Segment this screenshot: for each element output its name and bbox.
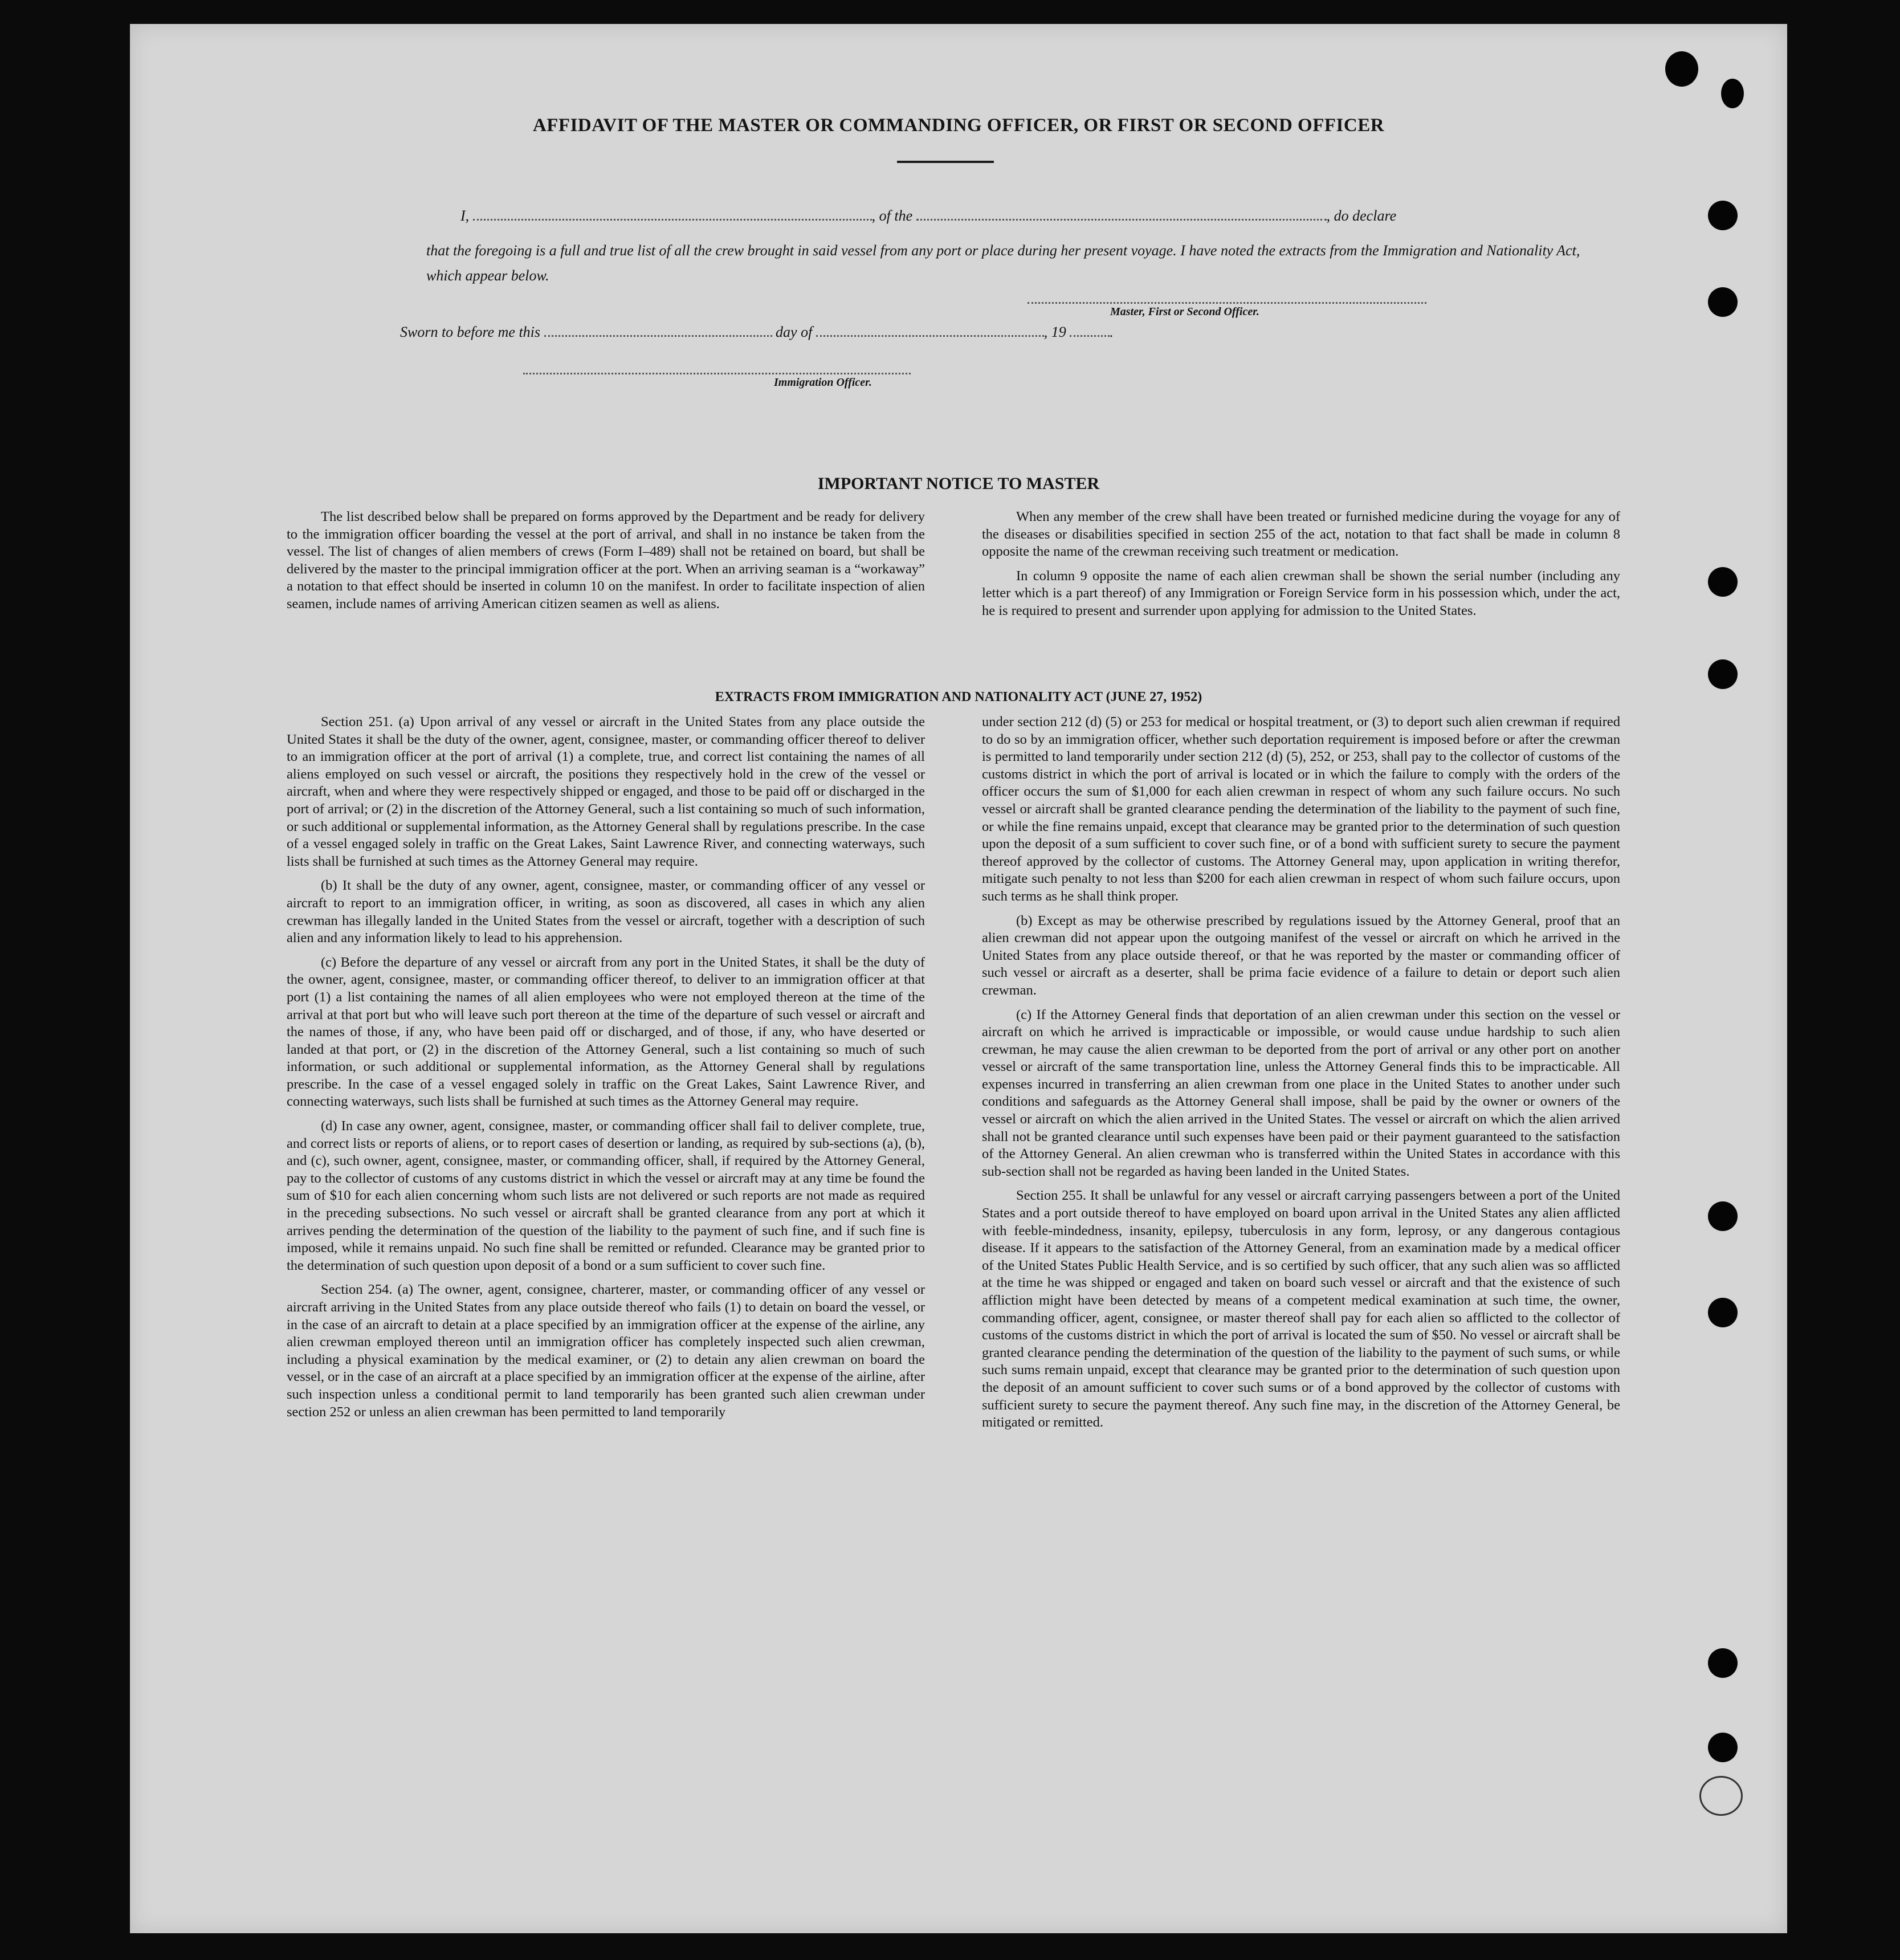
- sworn-year-label: , 19: [1043, 324, 1066, 340]
- section-251-c: (c) Before the departure of any vessel or aircraft from any port in the United States, it shall be the duty of the owner, agent, consignee, master, or commanding officer thereof, to deliver to an immigration officer at that port (1) a list containing the names of all alien employees who were not employed thereon at the time of the arrival at that port but who will leave such port thereon at the time of the departure of such vessel or aircraft and the names of those, if any, who have been paid off or discharged, and of those, if any, who have deserted or landed at that port, or (2) in the discretion of the Attorney General, such a list containing so much of such information, or such additional or supplemental information, as the Attorney General shall by regulations prescribe. In the case of a vessel engaged solely in traffic on the Great Lakes, Saint Lawrence River, and connecting waterways, such lists shall be furnished at such times as the Attorney General may require.: [287, 954, 925, 1110]
- declaration-do-declare: , do declare: [1326, 207, 1397, 224]
- scribble-mark: [1699, 1776, 1743, 1816]
- section-254-b: (b) Except as may be otherwise prescribed by regulations issued by the Attorney General, proof that an alien crewman did not appear upon the outgoing manifest of the vessel or aircraft on which he arrived in the United States from any place outside thereof, or that he was reported by the master or commanding officer of such vessel or aircraft as a deserter, shall be prima facie evidence of a failure to detain or deport such alien crewman.: [982, 912, 1620, 998]
- punch-hole: [1708, 201, 1738, 230]
- declaration-line: [460, 207, 1396, 225]
- notice-right-column: [982, 508, 1620, 627]
- punch-hole: [1708, 567, 1738, 597]
- extracts-title: EXTRACTS FROM IMMIGRATION AND NATIONALITY ACT (JUNE 27, 1952): [715, 690, 1202, 704]
- document-page: [130, 24, 1787, 1933]
- section-254-a-continued: under section 212 (d) (5) or 253 for medical or hospital treatment, or (3) to deport such alien crewman if required to do so by an immigration officer, whether such deportation requirement is imposed before or after the crewman is permitted to land temporarily under section 212 (d) (5), 252, or 253, shall pay to the collector of customs of the customs district in which the port of arrival is located or in which the failure to comply with the orders of the officer occurs the sum of $1,000 for each alien crewman in respect of whom any such failure occurs. No such vessel or aircraft shall be granted clearance pending the determination of the liability to the payment of such fine, or while the fine remains unpaid, except that clearance may be granted prior to the determination of such question upon the deposit of a sum sufficient to cover such fine, or of a bond with sufficient surety to secure the payment thereof approved by the collector of customs. The Attorney General may, upon application in writing therefor, mitigate such penalty to not less than $200 for each alien crewman in respect of whom such failure occurs, upon such terms as he shall think proper.: [982, 714, 1620, 904]
- section-251-b: (b) It shall be the duty of any owner, agent, consignee, master, or commanding officer of any vessel or aircraft to report to an immigration officer, in writing, as soon as discovered, all cases in which any alien crewman has illegally landed in the United States from the vessel or aircraft, together with a description of such alien and any information likely to lead to his apprehension.: [287, 878, 925, 946]
- officer-caption: Immigration Officer.: [774, 376, 872, 389]
- sworn-prefix: Sworn to before me this: [400, 324, 541, 340]
- sworn-month-field[interactable]: [816, 335, 1044, 337]
- punch-hole: [1708, 1733, 1738, 1762]
- section-254-c: (c) If the Attorney General finds that deportation of an alien crewman under this section on the vessel or aircraft on which he arrived is impracticable or impossible, or would cause undue hardship to such alien crewman, he may cause the alien crewman to be deported from the port of arrival or any other port on another vessel or aircraft of the same transportation line, unless the Attorney General finds this to be impracticable. All expenses incurred in transferring an alien crewman from one place in the United States to another under such conditions and safeguards as the Attorney General shall impose, shall be paid by the owner or owners of the vessel or aircraft on which the alien arrived in the United States. The vessel or aircraft on which the alien arrived shall not be granted clearance until such expenses have been paid or their payment guaranteed to the satisfaction of the Attorney General. An alien crewman who is transferred within the United States in accordance with this sub-section shall not be regarded as having been landed in the United States.: [982, 1007, 1620, 1179]
- sworn-line: [400, 324, 1114, 341]
- declaration-i: I,: [460, 207, 470, 224]
- section-254-a: Section 254. (a) The owner, agent, consignee, charterer, master, or commanding officer of any vessel or aircraft arriving in the United States from any place outside thereof who fails (1) to detain on board the vessel, or in the case of an aircraft to detain at a place specified by an immigration officer at the expense of the airline, any alien crewman employed thereon until an immigration officer has completely inspected such alien crewman, including a physical examination by the medical examiner, or (2) to detain any alien crewman on board the vessel, or in the case of an aircraft at a place specified by an immigration officer at the expense of the airline, after such inspection unless a conditional permit to land temporarily has been granted such alien crewman under section 252 or unless an alien crewman has been permitted to land temporarily: [287, 1282, 925, 1420]
- extracts-left-column: [287, 714, 925, 1428]
- section-251-d: (d) In case any owner, agent, consignee, master, or commanding officer shall fail to deliver complete, true, and correct lists or reports of aliens, or to report cases of desertion or landing, as required by sub-sections (a), (b), and (c), such owner, agent, consignee, master, or commanding officer, shall, if required by the Attorney General, pay to the collector of customs of any customs district in which the vessel or aircraft may at any time be found the sum of $10 for each alien concerning whom such lists are not delivered or such reports are not made as required in the preceding subsections. No such vessel or aircraft shall be granted clearance from any port at which it arrives pending the determination of the question of the liability to the payment of such fine, and if such fine is imposed, while it remains unpaid. No such fine shall be remitted or refunded. Clearance may be granted prior to the determination of such question upon deposit of a bond or a sum sufficient to cover such fine.: [287, 1118, 925, 1273]
- punch-hole: [1708, 1298, 1738, 1327]
- section-251-a: Section 251. (a) Upon arrival of any vessel or aircraft in the United States from any place outside the United States it shall be the duty of the owner, agent, consignee, master, or commanding officer thereof to deliver to an immigration officer at the port of arrival (1) a complete, true, and correct list containing the names of all aliens employed on such vessel or aircraft, the positions they respectively hold in the crew of the vessel or aircraft, when and where they were respectively shipped or engaged, and those to be paid off or discharged in the port of arrival; or (2) in the discretion of the Attorney General, such a list containing so much of such information, or such additional or supplemental information, as the Attorney General shall by regulations prescribe. In the case of a vessel engaged solely in traffic on the Great Lakes, Saint Lawrence River, and connecting waterways, such lists shall be furnished at such times as the Attorney General may require.: [287, 714, 925, 869]
- name-field[interactable]: [473, 218, 872, 221]
- punch-hole: [1708, 1648, 1738, 1678]
- master-signature-line[interactable]: [1028, 302, 1426, 304]
- notice-title: IMPORTANT NOTICE TO MASTER: [817, 474, 1100, 493]
- punch-hole: [1708, 1201, 1738, 1231]
- declaration-of-the: , of the: [871, 207, 913, 224]
- sworn-date-field[interactable]: [544, 335, 772, 337]
- sworn-year-end: .: [1110, 324, 1114, 340]
- extracts-right-column: [982, 714, 1620, 1439]
- officer-signature-line[interactable]: [523, 373, 911, 374]
- sworn-year-field[interactable]: [1070, 335, 1110, 337]
- notice-left-column: [287, 508, 925, 620]
- notice-right-paragraph-2: In column 9 opposite the name of each alien crewman shall be shown the serial number (including any letter which is a part thereof) of any Immigration or Foreign Service form in his possession which, under the act, he is required to present and surrender upon applying for admission to the United States.: [982, 568, 1620, 618]
- title-rule: [897, 161, 994, 163]
- sworn-day-of: day of: [776, 324, 813, 340]
- notice-left-paragraph: The list described below shall be prepared on forms approved by the Department and be ready for delivery to the immigration officer boarding the vessel at the port of arrival, and shall in no instance be taken from the vessel. The list of changes of alien members of crews (Form I–489) shall not be retained on board, but shall be delivered by the master to the principal immigration officer at the port. When an arriving seaman is a “workaway” a notation to that effect should be inserted in column 10 on the manifest. In order to facilitate inspection of alien seamen, include names of arriving American citizen seamen as well as aliens.: [287, 509, 925, 612]
- notice-right-paragraph-1: When any member of the crew shall have been treated or furnished medicine during the voyage for any of the diseases or disabilities specified in section 255 of the act, notation to that fact shall be made in column 8 opposite the name of the crewman receiving such treatment or medication.: [982, 509, 1620, 560]
- punch-hole: [1708, 287, 1738, 317]
- affidavit-title: AFFIDAVIT OF THE MASTER OR COMMANDING OFFICER, OR FIRST OR SECOND OFFICER: [532, 115, 1385, 136]
- ink-blot: [1721, 79, 1744, 108]
- master-caption: Master, First or Second Officer.: [1110, 305, 1259, 318]
- section-255: Section 255. It shall be unlawful for any vessel or aircraft carrying passengers between a port of the United States and a port outside thereof to have employed on board upon arrival in the United States any alien afflicted with feeble-mindedness, insanity, epilepsy, tuberculosis in any form, leprosy, or any dangerous contagious disease. If it appears to the satisfaction of the Attorney General, from an examination made by a medical officer of the United States Public Health Service, and is so certified by such officer, that any such alien was so afflicted at the time he was shipped or engaged and taken on board such vessel or aircraft and that the existence of such affliction might have been detected by means of a competent medical examination at such time, the owner, commanding officer, agent, consignee, or master thereof shall pay for each alien so afflicted to the collector of customs of the customs district in which the port of arrival is located the sum of $50. No vessel or aircraft shall be granted clearance pending the determination of the question of the liability to the payment of such sums, or while such sums remain unpaid, except that clearance may be granted prior to the determination of such question upon the deposit of an amount sufficient to cover such sums or of a bond approved by the collector of customs with sufficient surety to secure the payment thereof. Any such fine may, in the discretion of the Attorney General, be mitigated or remitted.: [982, 1188, 1620, 1431]
- affidavit-statement: that the foregoing is a full and true list of all the crew brought in said vessel from any port or place during her present voyage. I have noted the extracts from the Immigration and Nationality Act, which appear below.: [426, 242, 1580, 284]
- punch-hole: [1708, 659, 1738, 689]
- ink-blot: [1665, 51, 1698, 87]
- vessel-field[interactable]: [916, 218, 1327, 221]
